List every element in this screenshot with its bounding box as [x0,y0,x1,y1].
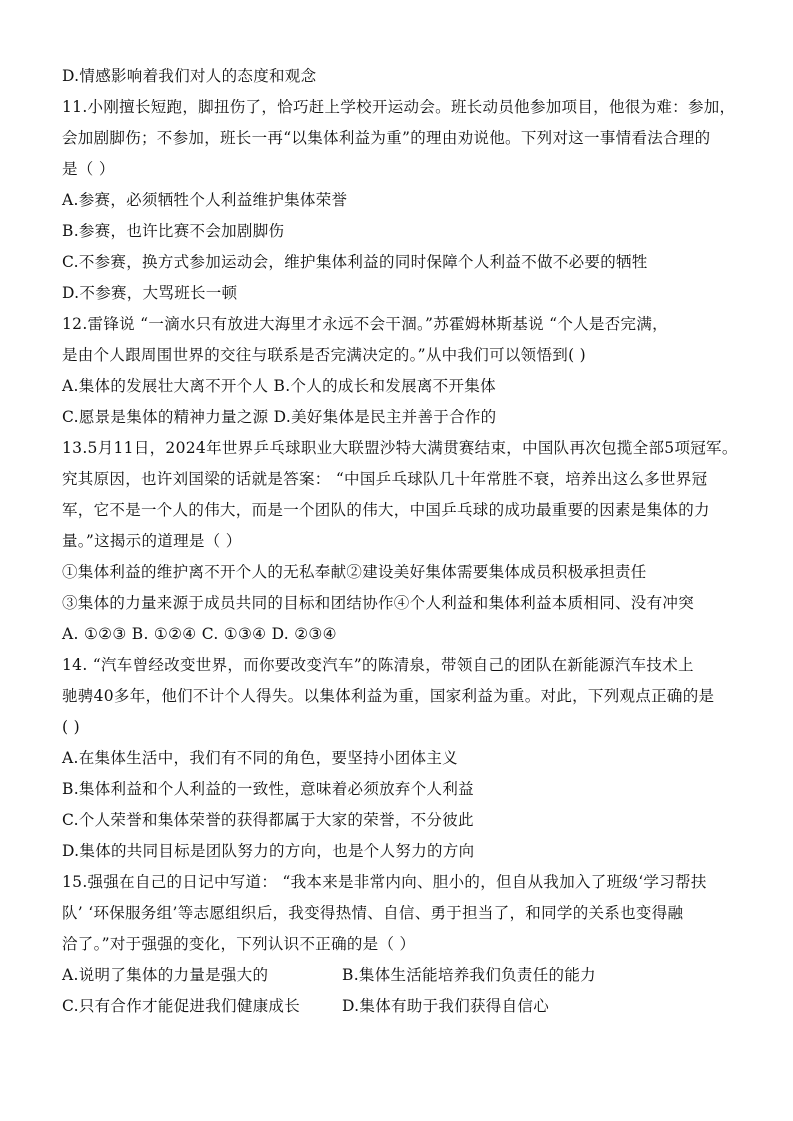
question-11-stem: 是（ ） [62,160,115,178]
question-13-stem: 究其原因，也许刘国梁的话就是答案： “中国乒乓球队几十年常胜不衰，培养出这么多世界冠 [62,470,708,488]
question-15-option-c: C.只有合作才能促进我们健康成长 [62,997,301,1015]
question-11-option-d: D.不参赛，大骂班长一顿 [62,284,238,302]
option-d-q10: D.情感影响着我们对人的态度和观念 [62,67,317,85]
question-12-options-cd: C.愿景是集体的精神力量之源 D.美好集体是民主并善于合作的 [62,408,497,426]
question-15-stem: 洽了。”对于强强的变化，下列认识不正确的是（ ） [62,935,416,953]
question-14-option-a: A.在集体生活中，我们有不同的角色，要坚持小团体主义 [62,749,458,767]
question-12-options-ab: A.集体的发展壮大离不开个人 B.个人的成长和发展离不开集体 [62,377,496,395]
question-15-option-b: B.集体生活能培养我们负责任的能力 [342,966,596,984]
question-14-option-c: C.个人荣誉和集体荣誉的获得都属于大家的荣誉，不分彼此 [62,811,474,829]
question-13-stem: 量。”这揭示的道理是（ ） [62,532,242,550]
question-14-stem: 14. “汽车曾经改变世界，而你要改变汽车”的陈清泉，带领自己的团队在新能源汽车技术上 [62,656,694,674]
question-13-options: A. ①②③ B. ①②④ C. ①③④ D. ②③④ [62,625,337,643]
question-11-stem: 11.小刚擅长短跑，脚扭伤了，恰巧赶上学校开运动会。班长动员他参加项目，他很为难：参加， [62,98,736,116]
question-14-option-d: D.集体的共同目标是团队努力的方向，也是个人努力的方向 [62,842,475,860]
question-12-stem: 是由个人跟周围世界的交往与联系是否完满决定的。”从中我们可以领悟到( ) [62,346,586,364]
question-14-option-b: B.集体利益和个人利益的一致性，意味着必须放弃个人利益 [62,780,474,798]
question-13-statements: ①集体利益的维护离不开个人的无私奉献②建设美好集体需要集体成员积极承担责任 [62,563,647,581]
question-11-stem: 会加剧脚伤；不参加，班长一再“以集体利益为重”的理由劝说他。下列对这一事情看法合理的 [62,129,711,147]
question-14-stem: ( ) [62,718,80,736]
question-15-stem: 15.强强在自己的日记中写道： “我本来是非常内向、胆小的，但自从我加入了班级‘学习帮扶 [62,873,707,891]
question-15-option-a: A.说明了集体的力量是强大的 [62,966,269,984]
question-15-option-d: D.集体有助于我们获得自信心 [342,997,550,1015]
question-11-option-a: A.参赛，必须牺牲个人利益维护集体荣誉 [62,191,348,209]
question-13-stem: 13.5月11日，2024年世界乒乓球职业大联盟沙特大满贯赛结束，中国队再次包揽全部5项冠军。 [62,439,738,457]
question-11-option-b: B.参赛，也许比赛不会加剧脚伤 [62,222,285,240]
question-13-statements: ③集体的力量来源于成员共同的目标和团结协作④个人利益和集体利益本质相同、没有冲突 [62,594,695,612]
question-14-stem: 驰骋40多年，他们不计个人得失。以集体利益为重，国家利益为重。对此，下列观点正确的是 [62,687,715,705]
question-12-stem: 12.雷锋说 “一滴水只有放进大海里才永远不会干涸。”苏霍姆林斯基说 “个人是否完满， [62,315,668,333]
question-11-option-c: C.不参赛，换方式参加运动会，维护集体利益的同时保障个人利益不做不必要的牺牲 [62,253,648,271]
question-15-stem: 队’ ‘环保服务组’等志愿组织后，我变得热情、自信、勇于担当了，和同学的关系也变得融 [62,904,684,922]
question-13-stem: 军，它不是一个人的伟大，而是一个团队的伟大，中国乒乓球的成功最重要的因素是集体的力 [62,501,710,519]
